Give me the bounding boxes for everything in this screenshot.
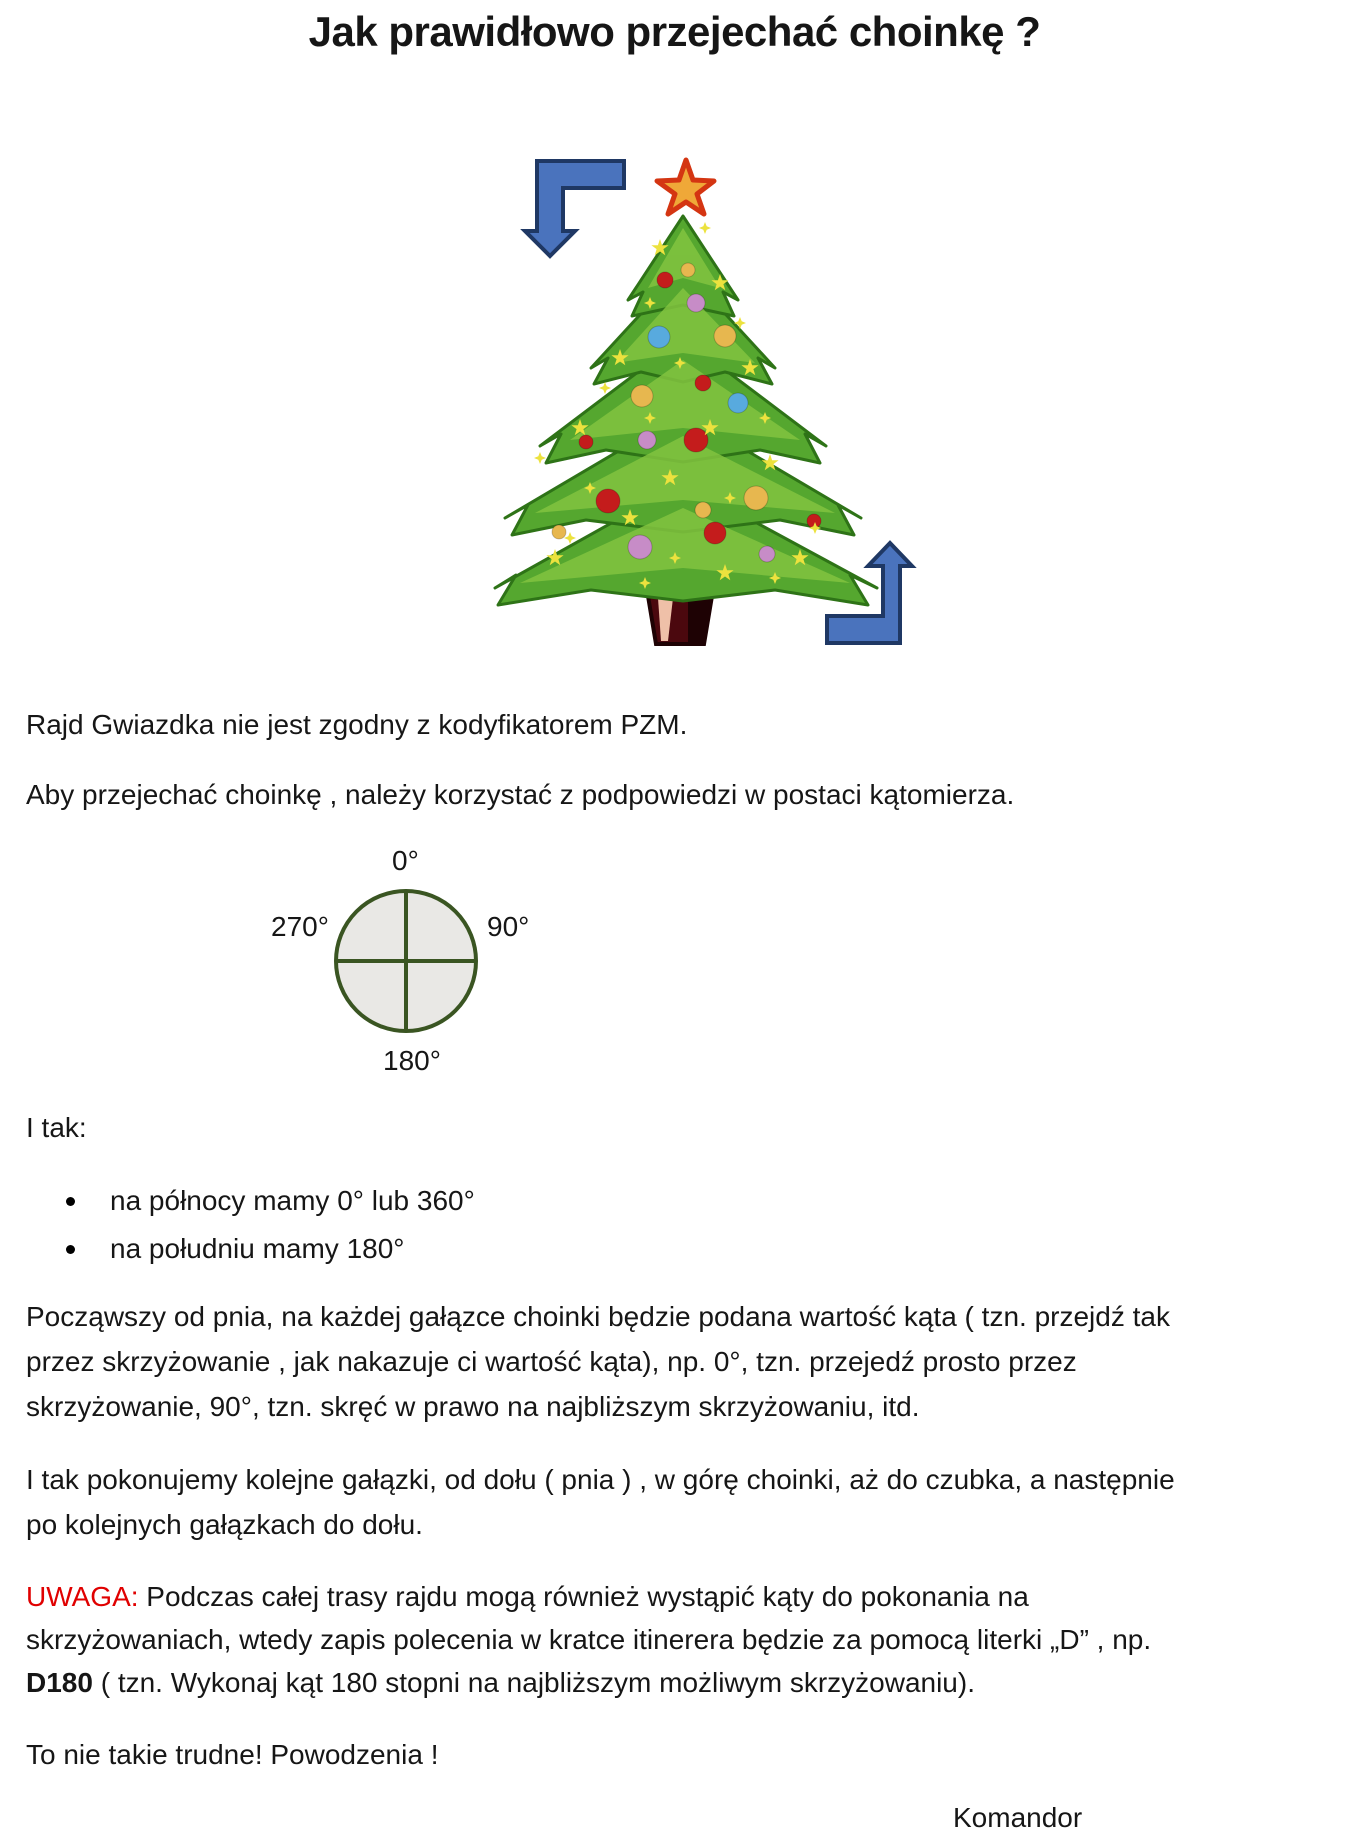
compass-label-0: 0° [392, 845, 419, 876]
list-item [110, 1233, 405, 1265]
signature: Komandor [953, 1802, 1083, 1833]
compass-diagram [332, 887, 480, 1035]
closing-line: To nie takie trudne! Powodzenia ! [26, 1739, 439, 1770]
page-title: Jak prawidłowo przejechać choinkę ? [308, 8, 1041, 55]
christmas-tree-illustration [420, 128, 920, 658]
tree-topper-star-icon [657, 160, 714, 214]
body1-line-1: Począwszy od pnia, na każdej gałązce choinki będzie podana wartość kąta ( tzn. przejdź tak [26, 1301, 1170, 1332]
bullet-icon [66, 1245, 75, 1254]
warning-line-1-text: Podczas całej trasy rajdu mogą również wystąpić kąty do pokonania na [138, 1581, 1029, 1612]
warning-line-2: skrzyżowaniach, wtedy zapis polecenia w kratce itinerera będzie za pomocą literki „D” , np. [26, 1624, 1152, 1655]
list-lead: I tak: [26, 1112, 87, 1143]
compass-label-180: 180° [383, 1045, 441, 1076]
list-item-text: na południu mamy 180° [110, 1233, 405, 1264]
body1-line-3: skrzyżowanie, 90°, tzn. skręć w prawo na najbliższym skrzyżowaniu, itd. [26, 1391, 920, 1422]
list-item [110, 1185, 475, 1217]
body1-line-2: przez skrzyżowanie , jak nakazuje ci wartość kąta), np. 0°, tzn. przejedź prosto przez [26, 1346, 1077, 1377]
intro-line-1: Rajd Gwiazdka nie jest zgodny z kodyfikatorem PZM. [26, 709, 688, 740]
warning-line-3 [26, 1666, 975, 1700]
warning-line-3-text: ( tzn. Wykonaj kąt 180 stopni na najbliższym możliwym skrzyżowaniu). [92, 1667, 975, 1698]
body2-line-1: I tak pokonujemy kolejne gałązki, od dołu ( pnia ) , w górę choinki, aż do czubka, a następnie [26, 1464, 1175, 1495]
list-item-text: na północy mamy 0° lub 360° [110, 1185, 475, 1216]
warning-code: D180 [26, 1667, 93, 1698]
bullet-icon [66, 1197, 75, 1206]
compass-label-90: 90° [487, 911, 530, 942]
compass-label-270: 270° [271, 911, 329, 942]
tree-pot [648, 596, 712, 644]
warning-line-1 [26, 1580, 1029, 1614]
intro-line-2: Aby przejechać choinkę , należy korzystać z podpowiedzi w postaci kątomierza. [26, 779, 1015, 810]
body2-line-2: po kolejnych gałązkach do dołu. [26, 1509, 423, 1540]
warning-label: UWAGA: [26, 1581, 139, 1612]
turn-down-arrow-icon [525, 161, 624, 256]
